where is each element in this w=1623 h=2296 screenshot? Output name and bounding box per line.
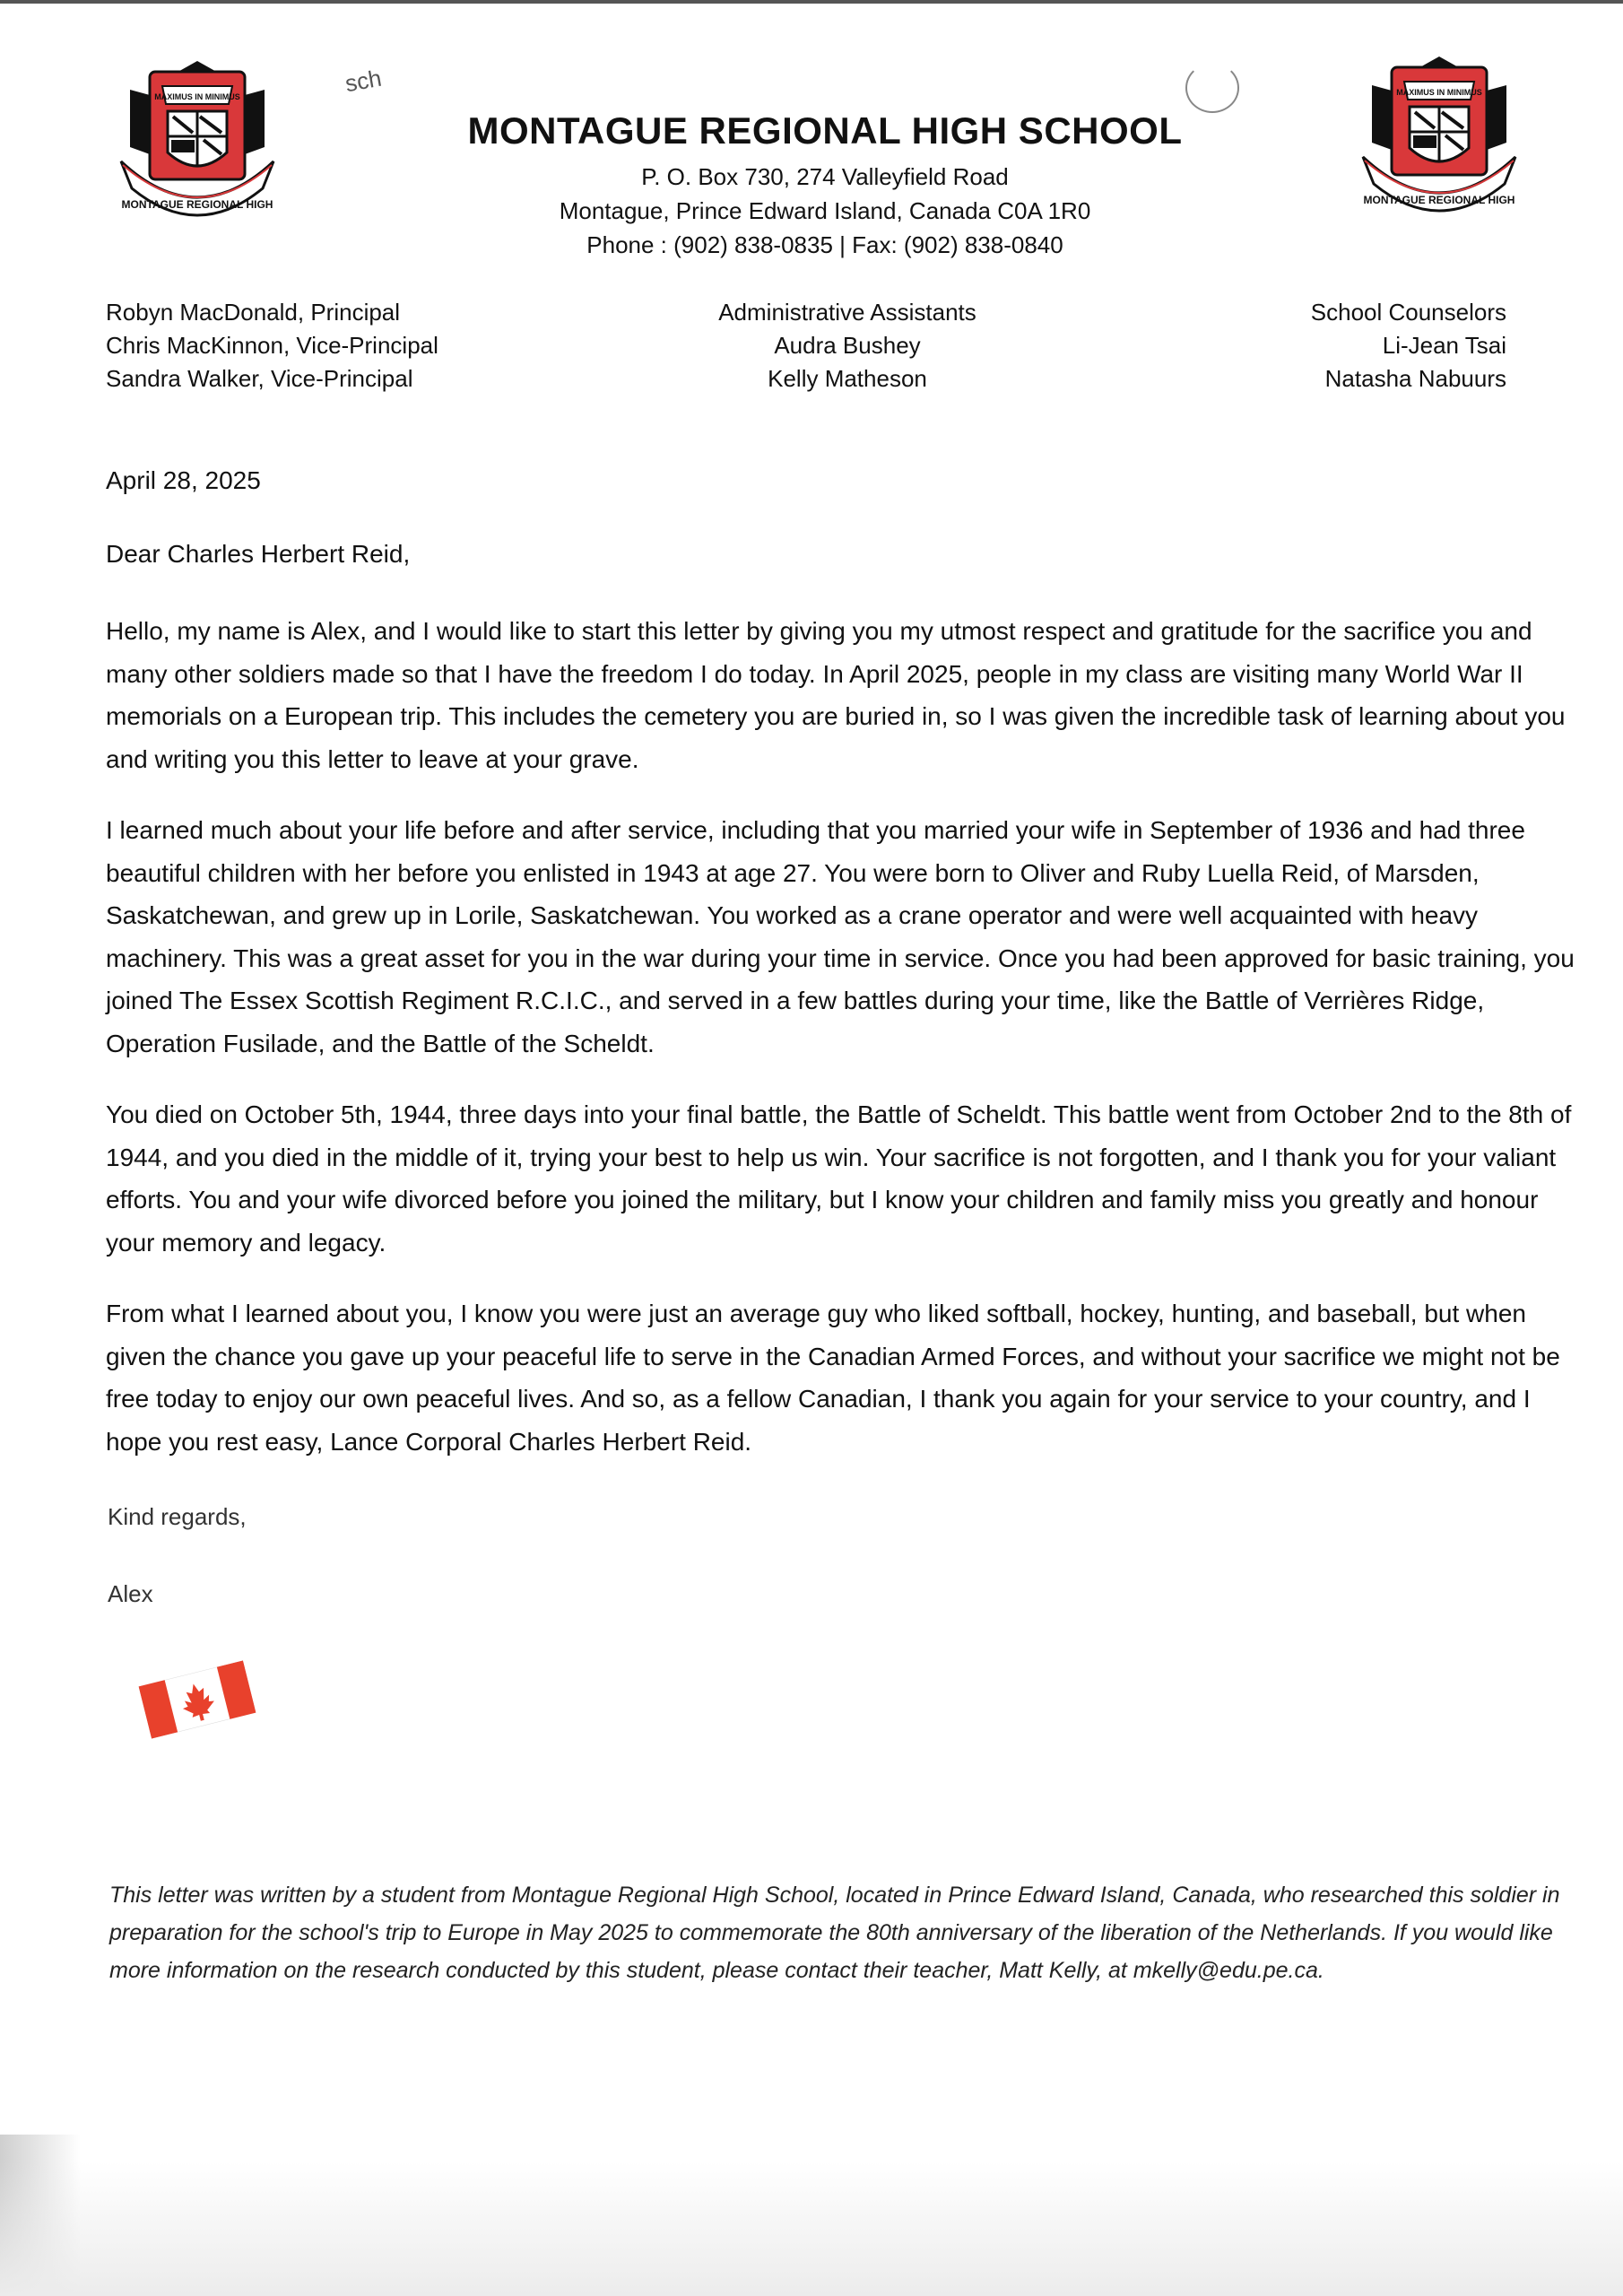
top-edge-line bbox=[0, 0, 1623, 4]
paragraph-4: From what I learned about you, I know you were just an average guy who liked softball, hockey, hunting, and baseball, but when given the chance you gave up your peaceful life to serve in the Canadian Armed Forces, and without your sacrifice we might not be free today to enjoy our own peaceful lives. And so, as a fellow Canadian, I thank you again for your service to your country, and I hope you rest easy, Lance Corporal Charles Herbert Reid. bbox=[106, 1300, 1560, 1456]
svg-text:MONTAGUE REGIONAL HIGH: MONTAGUE REGIONAL HIGH bbox=[1363, 194, 1515, 206]
scan-shadow-bottom bbox=[0, 2161, 1623, 2296]
paragraph-3: You died on October 5th, 1944, three days into your final battle, the Battle of Scheldt. This battle went from October 2nd to the 8th of 1944, and you died in the middle of it, trying your best to help us win. Your sacrifice is not forgotten, and I thank you for your valiant efforts. You and your wife divorced before you joined the military, but I know your children and family miss you greatly and honour your memory and legacy. bbox=[106, 1100, 1572, 1257]
phone-fax-line: Phone : (902) 838-0835 | Fax: (902) 838-0840 bbox=[586, 231, 1063, 258]
letter-salutation: Dear Charles Herbert Reid, bbox=[106, 540, 411, 568]
svg-text:MAXIMUS IN MINIMUS: MAXIMUS IN MINIMUS bbox=[154, 92, 240, 101]
paragraph-2: I learned much about your life before and after service, including that you married your wife in September of 1936 and had three beautiful children with her before you enlisted in 1943 at age 27. You were born to Oliver and Ruby Luella Reid, of Marsden, Saskatchewan, and grew up in Lorile, Saskatchewan. You worked as a crane operator and were well acquainted with heavy machinery. This was a great asset for you in the war during your time in service. Once you had been approved for basic training, you joined The Essex Scottish Regiment R.C.I.C., and served in a few battles during your time, like the Battle of Verrières Ridge, Operation Fusilade, and the Battle of the Scheldt. bbox=[106, 816, 1575, 1057]
staff-principal: Robyn MacDonald, Principal bbox=[106, 299, 401, 326]
school-name: MONTAGUE REGIONAL HIGH SCHOOL bbox=[467, 109, 1183, 152]
letter-date: April 28, 2025 bbox=[106, 466, 261, 494]
school-crest-right-icon bbox=[1345, 49, 1533, 229]
punch-hole-mark bbox=[1185, 63, 1239, 113]
staff-assistants-title: Administrative Assistants bbox=[718, 299, 976, 326]
staff-counselors bbox=[1237, 296, 1506, 396]
letter-body bbox=[106, 610, 1576, 1492]
staff-assistant-2: Kelly Matheson bbox=[768, 365, 927, 392]
staff-administration bbox=[106, 296, 438, 396]
staff-counselors-title: School Counselors bbox=[1310, 299, 1506, 326]
paragraph-1: Hello, my name is Alex, and I would like to start this letter by giving you my utmost respect and gratitude for the sacrifice you and many other soldiers made so that I have the freedom I do today. In April 2025, people in my class are visiting many World War II memorials on a European trip. This includes the cemetery you are buried in, so I was given the incredible task of learning about you and writing you this letter to leave at your grave. bbox=[106, 617, 1566, 773]
letterhead bbox=[359, 109, 1291, 262]
school-crest-left-icon bbox=[103, 54, 291, 233]
letter-signature: Alex bbox=[108, 1580, 153, 1607]
footnote: This letter was written by a student from Montague Regional High School, located in Prince Edward Island, Canada, who researched this soldier in preparation for the school's trip to Europe in May 2025 to commemorate the 80th anniversary of the liberation of the Netherlands. If you would like more information on the research conducted by this student, please contact their teacher, Matt Kelly, at mkelly@edu.pe.ca. bbox=[109, 1883, 1560, 1983]
staff-assistant-1: Audra Bushey bbox=[774, 332, 921, 359]
staff-assistants bbox=[664, 296, 1031, 396]
scribble-mark: sch bbox=[343, 64, 384, 98]
address-line-2: Montague, Prince Edward Island, Canada C0A 1R0 bbox=[559, 197, 1091, 224]
address-line-1: P. O. Box 730, 274 Valleyfield Road bbox=[641, 163, 1009, 190]
svg-text:MAXIMUS IN MINIMUS: MAXIMUS IN MINIMUS bbox=[1396, 88, 1482, 97]
staff-vice-principal-1: Chris MacKinnon, Vice-Principal bbox=[106, 332, 438, 359]
staff-counselor-1: Li-Jean Tsai bbox=[1382, 332, 1506, 359]
letter-closing: Kind regards, bbox=[108, 1503, 247, 1530]
staff-counselor-2: Natasha Nabuurs bbox=[1324, 365, 1506, 392]
svg-text:MONTAGUE REGIONAL HIGH: MONTAGUE REGIONAL HIGH bbox=[121, 198, 273, 211]
staff-vice-principal-2: Sandra Walker, Vice-Principal bbox=[106, 365, 413, 392]
canada-flag-icon bbox=[139, 1660, 256, 1738]
